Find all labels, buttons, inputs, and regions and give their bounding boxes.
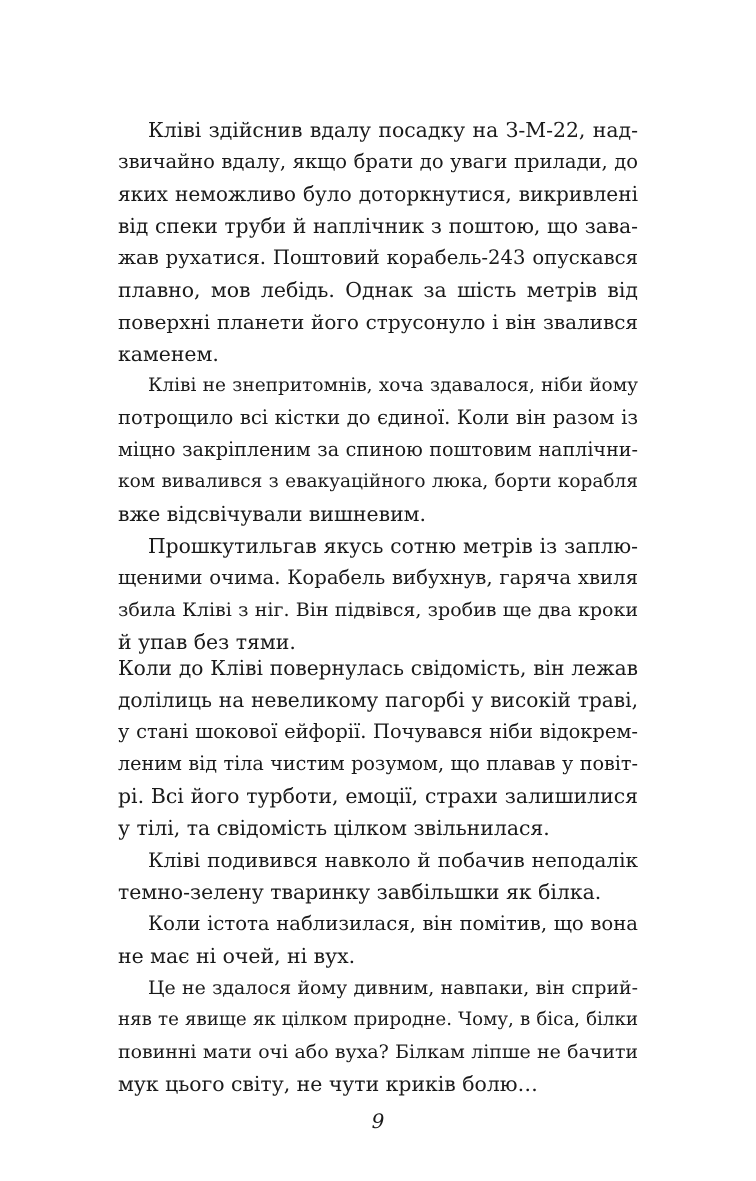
text-line: ком вивалився з евакуаційного люка, борти корабля xyxy=(118,471,638,492)
text-line: від спеки труби й наплічник з поштою, що зава- xyxy=(118,214,638,238)
text-line: міцно закріпленим за спиною поштовим наплічни- xyxy=(118,438,638,461)
text-line: повинні мати очі або вуха? Білкам ліпше не бачити xyxy=(118,1041,638,1063)
text-line: поверхні планети його струсонуло і він звалився xyxy=(118,310,638,334)
text-line: збила Кліві з ніг. Він підвівся, зробив ще два кроки xyxy=(118,599,638,621)
text-line: не має ні очей, ні вух. xyxy=(118,944,356,968)
text-line: Прошкутильгав якусь сотню метрів із заплю- xyxy=(148,534,638,558)
text-line: вже відсвічували вишневим. xyxy=(118,502,427,526)
text-section-2 xyxy=(118,652,638,1100)
paragraph xyxy=(118,652,638,844)
paragraph xyxy=(118,844,638,908)
paragraph xyxy=(118,972,638,1100)
text-line: леним від тіла чистим розумом, що плавав у повіт- xyxy=(118,752,638,775)
text-line: Це не здалося йому дивним, навпаки, він сприй- xyxy=(148,977,638,999)
text-line: жав рухатися. Поштовий корабель-243 опускався xyxy=(118,246,638,269)
text-line: Коли до Кліві повернулась свідомість, він лежав xyxy=(118,656,638,680)
text-line: яких неможливо було доторкнутися, викривлені xyxy=(118,182,638,206)
page-number: 9 xyxy=(371,1109,385,1133)
text-line: каменем. xyxy=(118,342,219,366)
text-line: у тілі, та свідомість цілком звільнилася. xyxy=(118,816,550,840)
text-line: звичайно вдалу, якщо брати до уваги прилади, до xyxy=(118,150,638,173)
text-line: Кліві не знепритомнів, хоча здавалося, ніби йому xyxy=(148,375,638,396)
text-line: плавно, мов лебідь. Однак за шість метрів від xyxy=(118,278,638,302)
text-section-1 xyxy=(118,114,638,658)
text-line: долілиць на невеликому пагорбі у високій траві, xyxy=(118,688,638,712)
text-line: мук цього світу, не чути криків болю… xyxy=(118,1072,538,1096)
text-line: Кліві подивився навколо й побачив неподалік xyxy=(148,848,638,872)
paragraph xyxy=(118,530,638,658)
paragraph xyxy=(118,908,638,972)
text-line: Коли істота наблизилася, він помітив, що вона xyxy=(148,912,638,935)
paragraph xyxy=(118,114,638,370)
text-line: няв те явище як цілком природне. Чому, в біса, білки xyxy=(118,1009,638,1030)
text-line: рі. Всі його турботи, емоції, страхи залишилися xyxy=(118,784,638,808)
text-line: й упав без тями. xyxy=(118,630,296,654)
text-line: потрощило всі кістки до єдиної. Коли він разом із xyxy=(118,406,638,429)
paragraph xyxy=(118,370,638,530)
text-line: темно-зелену тваринку завбільшки як білка. xyxy=(118,880,602,904)
text-line: Кліві здійснив вдалу посадку на З-М-22, над- xyxy=(148,118,638,142)
text-line: у стані шокової ейфорії. Почувався ніби відокрем- xyxy=(118,720,638,743)
text-line: щеними очима. Корабель вибухнув, гаряча хвиля xyxy=(118,566,638,589)
